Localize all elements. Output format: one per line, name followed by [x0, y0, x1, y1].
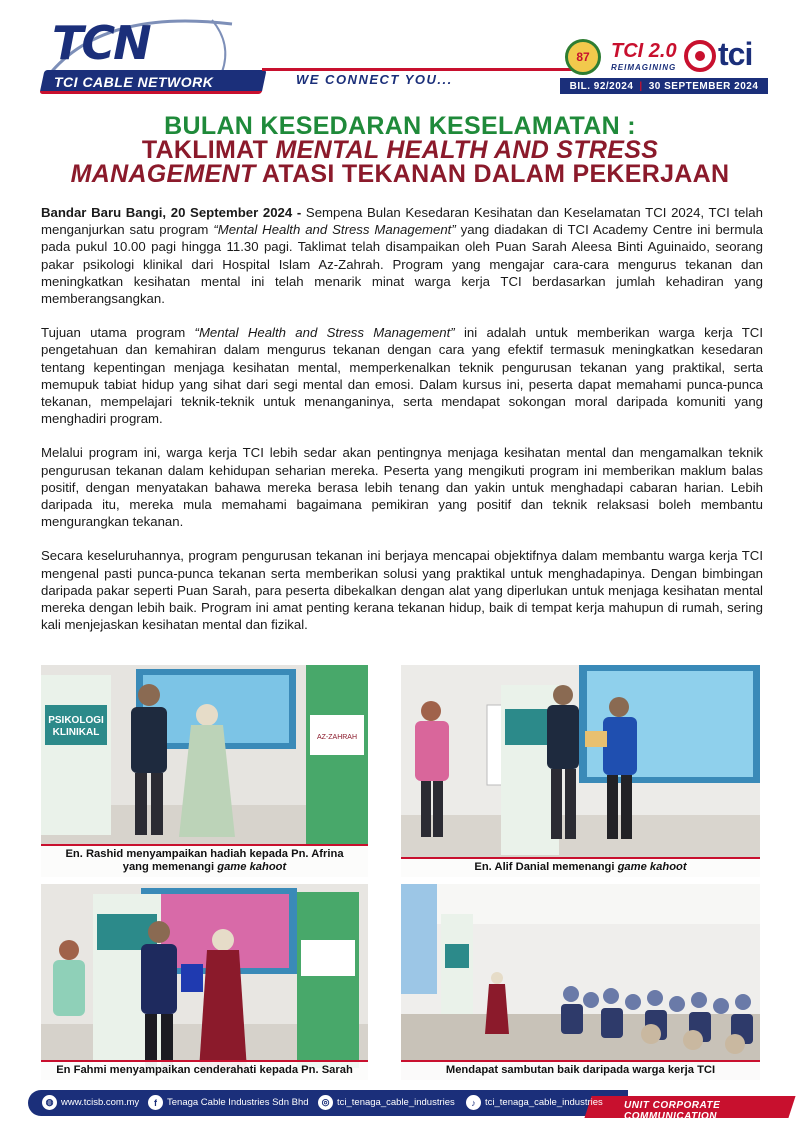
- photo-prize-presentation-2: [401, 665, 760, 877]
- instagram-icon: ◎: [318, 1095, 333, 1110]
- photo-1-caption-line-2: [45, 861, 364, 874]
- p1-text-b: yang diadakan di TCI Academy Centre ini bermula pada pukul 10.00 pagi hingga 11.30 pagi. Taklimat telah disampaikan oleh Puan Sarah Aleesa Binti Aguinaido, seorang pakar psikologi klinikal dari Hospital Islam Az-Zahrah. Program yang mengajar cara-cara mengurus tekanan dan meningkatkan kesihatan mental ini telah menarik minat warga kerja TCI berdasarkan jumlah kehadiran yang memberangsangkan.: [41, 222, 763, 307]
- photo-2-illustration: [401, 665, 760, 877]
- p2-text-a: Tujuan utama program: [41, 325, 195, 341]
- facebook-icon: f: [148, 1095, 163, 1110]
- banner-brand: AZ-ZAHRAH: [316, 734, 358, 741]
- title-line-2-pre: TAKLIMAT: [141, 136, 276, 164]
- footer-facebook-link[interactable]: [148, 1095, 309, 1110]
- logo-subtitle: TCI CABLE NETWORK: [54, 74, 214, 90]
- footer-tiktok-text: tci_tenaga_cable_industries: [485, 1097, 603, 1108]
- title-line-2-em: MENTAL HEALTH AND STRESS: [275, 136, 659, 164]
- tagline: WE CONNECT YOU...: [296, 72, 453, 87]
- title-line-3-post: ATASI TEKANAN DALAM PEKERJAAN: [255, 160, 730, 188]
- photo-1-caption-text: yang memenangi: [122, 861, 218, 873]
- article-body: [41, 204, 763, 650]
- p1-text-a: Sempena Bulan Kesedaran Kesihatan dan Keselamatan TCI 2024, TCI telah menganjurkan satu program: [41, 205, 763, 238]
- banner-title-2: KLINIKAL: [52, 727, 100, 738]
- title-line-3: [0, 162, 800, 186]
- footer-unit-name: UNIT CORPORATE COMMUNICATION: [624, 1100, 721, 1122]
- photo-audience: [401, 884, 760, 1080]
- photo-souvenir-presentation: [41, 884, 368, 1080]
- photo-2-caption-text: En. Alif Danial memenangi: [474, 861, 618, 873]
- tcn-logo: [42, 14, 262, 94]
- paragraph-3: Melalui program ini, warga kerja TCI lebih sedar akan pentingnya menjaga kesihatan mental dan mengamalkan teknik pengurusan tekanan dalam kehidupan seharian mereka. Peserta yang mengikuti program ini memberikan maklum balas positif, dengan menyatakan bahawa mereka berasa lebih tenang dan yakin untuk menghadapi cabaran harian. Lebih daripada itu, mereka mula memahami bagaimana pemikiran yang positif dan teknik relaksasi boleh membantu mengurangkan tekanan.: [41, 445, 763, 530]
- tci20-logo: [611, 40, 677, 72]
- photo-1-caption: [41, 844, 368, 877]
- newsletter-header: [0, 0, 800, 100]
- photo-3-caption: En Fahmi menyampaikan cenderahati kepada Pn. Sarah: [41, 1060, 368, 1080]
- p1-program-name: “Mental Health and Stress Management”: [213, 222, 456, 238]
- photo-prize-presentation-1: [41, 665, 368, 877]
- footer-facebook-text: Tenaga Cable Industries Sdn Bhd: [167, 1097, 309, 1108]
- issue-number: BIL. 92/2024: [569, 80, 634, 92]
- title-line-1: BULAN KESEDARAN KESELAMATAN :: [164, 112, 636, 140]
- paragraph-2: [41, 324, 763, 427]
- photo-1-caption-em: game kahoot: [217, 861, 287, 873]
- tci-logo: tci: [718, 36, 753, 72]
- p2-text-b: ini adalah untuk memberikan warga kerja TCI pengetahuan dan kemahiran dalam mengurus tekanan dengan cara yang efektif termasuk meningkatkan kesedaran tentang kepentingan menjaga kesihatan mental, memperkenalkan teknik pengurusan tekanan yang praktikal, serta memupuk tabiat hidup yang sihat dari segi mental dan emosi. Dalam kursus ini, peserta dapat memahami punca-punca tekanan, mempelajari teknik-teknik untuk menanganinya, serta mendapat sokongan moral daripada komuniti yang menghadiri program.: [41, 325, 763, 427]
- banner-title-1: PSIKOLOGI: [48, 715, 104, 726]
- tci20-logo-sub: REIMAGINING: [611, 63, 677, 72]
- tci-ring-icon: [684, 40, 716, 72]
- photo-2-caption-em: game kahoot: [617, 861, 687, 873]
- anniversary-badge-icon: 87: [565, 39, 601, 75]
- tiktok-icon: ♪: [466, 1095, 481, 1110]
- article-title: [0, 114, 800, 186]
- logo-wordmark: TCN: [52, 16, 150, 70]
- footer: [28, 1090, 798, 1122]
- footer-tiktok-link[interactable]: [466, 1095, 603, 1110]
- p2-program-name: “Mental Health and Stress Management”: [194, 325, 455, 341]
- footer-website-text: www.tcisb.com.my: [61, 1097, 140, 1108]
- footer-website-link[interactable]: [42, 1095, 139, 1110]
- footer-instagram-link[interactable]: [318, 1095, 455, 1110]
- issue-date: 30 SEPTEMBER 2024: [648, 80, 759, 92]
- photo-2-caption: [401, 857, 760, 877]
- photo-4-caption: Mendapat sambutan baik daripada warga kerja TCI: [401, 1060, 760, 1080]
- issue-bar: [560, 78, 768, 94]
- title-line-3-em: MANAGEMENT: [70, 160, 256, 188]
- dateline: Bandar Baru Bangi, 20 September 2024 -: [41, 205, 302, 220]
- footer-instagram-text: tci_tenaga_cable_industries: [337, 1097, 455, 1108]
- tagline-divider: [262, 68, 580, 71]
- photo-3-illustration: [41, 884, 368, 1080]
- globe-icon: ◍: [42, 1095, 57, 1110]
- tci20-logo-text: TCI 2.0: [611, 40, 677, 62]
- photo-4-illustration: [401, 884, 760, 1080]
- photo-1-caption-line-1: En. Rashid menyampaikan hadiah kepada Pn. Afrina: [65, 848, 344, 860]
- title-line-2: [0, 138, 800, 162]
- paragraph-4: Secara keseluruhannya, program pengurusan tekanan ini berjaya mencapai objektifnya dalam membantu warga kerja TCI mengenal pasti punca-punca tekanan serta memberikan solusi yang praktikal untuk menghadapinya. Dengan bimbingan daripada pakar seperti Puan Sarah, para peserta dibekalkan dengan alat yang diperlukan untuk menjaga kesihatan mental mereka dengan lebih baik. Program ini amat penting kerana tekanan hidup, baik di tempat kerja mahupun di rumah, sering kali menjejaskan kesihatan mental dan fizikal.: [41, 548, 763, 633]
- paragraph-1: [41, 204, 763, 307]
- issue-separator: |: [639, 80, 643, 92]
